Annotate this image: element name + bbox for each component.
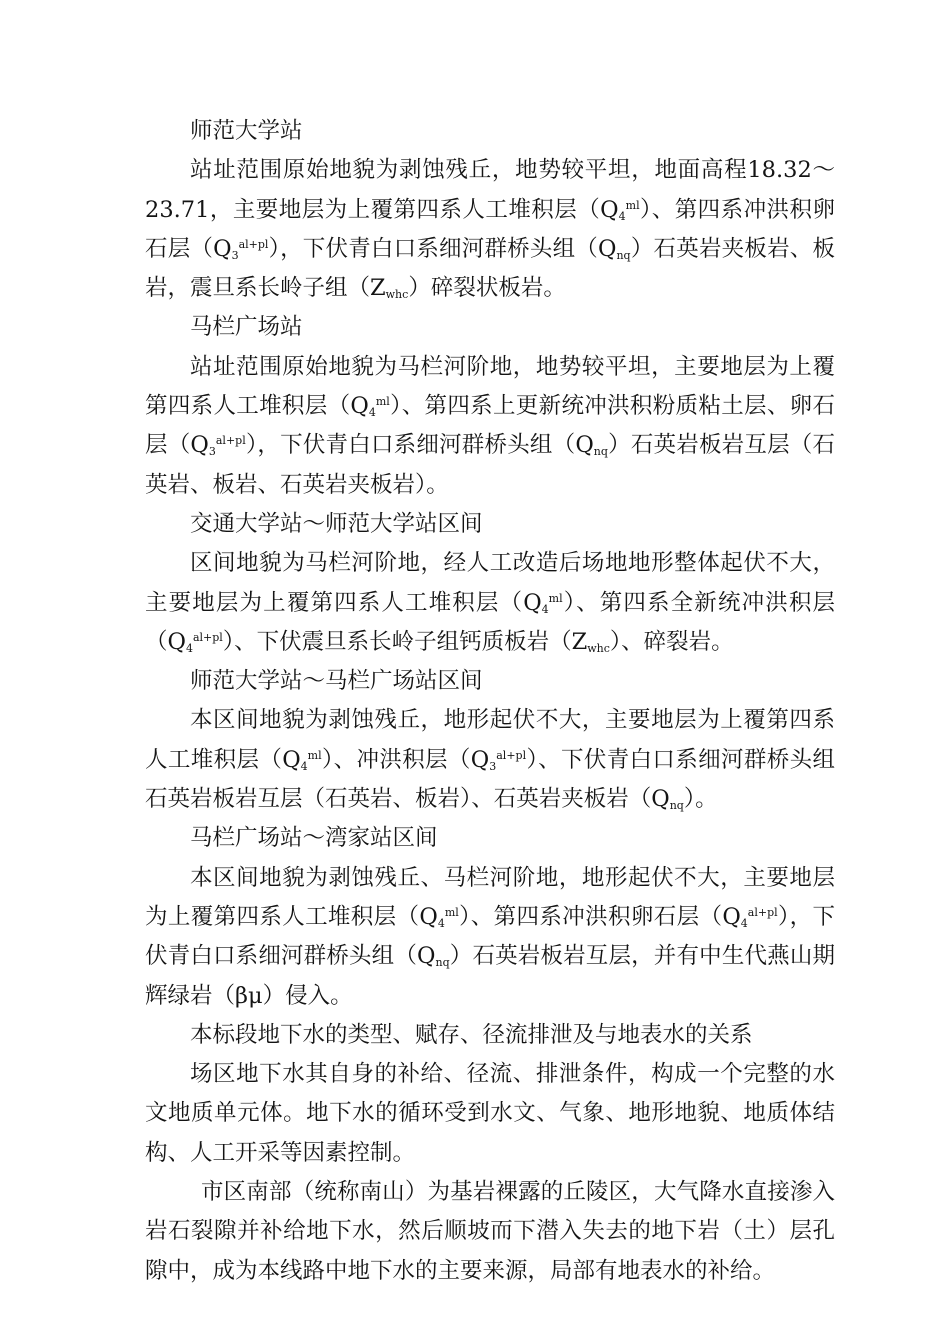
subscript: 4 bbox=[437, 916, 445, 930]
subscript: 3 bbox=[208, 445, 216, 459]
subscript: whc bbox=[587, 641, 610, 655]
subscript: 3 bbox=[489, 759, 497, 773]
subscript: nq bbox=[435, 956, 450, 970]
section-paragraph bbox=[145, 701, 835, 819]
subscript: 4 bbox=[740, 916, 748, 930]
superscript: al+pl bbox=[215, 434, 246, 448]
superscript: al+pl bbox=[496, 748, 527, 762]
text-run: 区间地貌为马栏河阶地，经人工改造后场地地形整体起伏不大，主要地层为上覆第四系人工堆积层（Q bbox=[145, 550, 835, 616]
text-run: ）石英岩板岩互层，并有中生代燕山期辉绿岩（βμ）侵入。 bbox=[145, 943, 835, 1009]
subscript: nq bbox=[593, 445, 608, 459]
subscript: nq bbox=[669, 799, 684, 813]
subscript: 4 bbox=[541, 602, 549, 616]
text-run: ）、第四系上更新统冲洪积粉质粘土层、卵石层（Q bbox=[145, 393, 835, 459]
document-page bbox=[145, 112, 835, 1291]
superscript: al+pl bbox=[192, 630, 223, 644]
section-paragraph bbox=[145, 348, 835, 505]
text-run: 本区间地貌为剥蚀残丘，地形起伏不大，主要地层为上覆第四系人工堆积层（Q bbox=[145, 707, 835, 773]
superscript: ml bbox=[307, 748, 322, 762]
text-run: ）。 bbox=[683, 786, 718, 813]
text-run: ），下伏青白口系细河群桥头组（Q bbox=[145, 903, 835, 970]
text-run: ）、下伏震旦系长岭子组钙质板岩（Z bbox=[222, 628, 588, 655]
superscript: al+pl bbox=[238, 237, 269, 251]
text-run: ），下伏青白口系细河群桥头组（Q bbox=[245, 432, 594, 459]
text-run: ）、第四系全新统冲洪积层（Q bbox=[145, 589, 835, 655]
subscript: whc bbox=[385, 288, 409, 302]
section-heading: 马栏广场站 bbox=[190, 314, 303, 341]
text-run: ）碎裂状板岩。 bbox=[408, 275, 566, 302]
section-heading: 师范大学站～马栏广场站区间 bbox=[190, 668, 483, 695]
section-paragraph: 市区南部（统称南山）为基岩裸露的丘陵区，大气降水直接渗入岩石裂隙并补给地下水，然后顺坡而下潜入失去的地下岩（土）层孔隙中，成为本线路中地下水的主要来源，局部有地表水的补给。 bbox=[145, 1179, 835, 1284]
text-run: ）、冲洪积层（Q bbox=[321, 746, 490, 773]
section-heading: 交通大学站～师范大学站区间 bbox=[190, 510, 483, 537]
section-paragraph bbox=[145, 544, 835, 662]
section-heading: 师范大学站 bbox=[190, 118, 303, 144]
text-run: ）、第四系冲洪积卵石层（Q bbox=[145, 196, 835, 262]
subscript: 4 bbox=[368, 406, 376, 420]
section-heading: 马栏广场站～湾家站区间 bbox=[190, 825, 438, 852]
text-run: ）、下伏青白口系细河群桥头组石英岩板岩互层（石英岩、板岩）、石英岩夹板岩（Q bbox=[145, 746, 835, 813]
text-run: 站址范围原始地貌为剥蚀残丘，地势较平坦，地面高程18.32～23.71，主要地层为上覆第四系人工堆积层（Q bbox=[145, 157, 835, 223]
section-paragraph: 场区地下水其自身的补给、径流、排泄条件，构成一个完整的水文地质单元体。地下水的循环受到水文、气象、地形地貌、地质体结构、人工开采等因素控制。 bbox=[145, 1061, 835, 1166]
text-run: 本区间地貌为剥蚀残丘、马栏河阶地，地形起伏不大，主要地层为上覆第四系人工堆积层（Q bbox=[145, 864, 835, 930]
subscript: 3 bbox=[231, 248, 239, 262]
subscript: 4 bbox=[618, 209, 626, 223]
text-run: ）、第四系冲洪积卵石层（Q bbox=[458, 903, 741, 930]
section-paragraph bbox=[145, 859, 835, 1016]
subscript: 4 bbox=[300, 759, 308, 773]
text-run: ）石英岩板岩互层（石英岩、板岩、石英岩夹板岩）。 bbox=[145, 432, 835, 498]
subscript: nq bbox=[616, 248, 631, 262]
section-paragraph bbox=[145, 151, 835, 308]
superscript: ml bbox=[444, 905, 459, 919]
superscript: ml bbox=[625, 198, 640, 212]
superscript: ml bbox=[375, 395, 390, 409]
section-heading: 本标段地下水的类型、赋存、径流排泄及与地表水的关系 bbox=[190, 1021, 753, 1048]
text-run: ）石英岩夹板岩、板岩，震旦系长岭子组（Z bbox=[145, 235, 835, 302]
superscript: ml bbox=[548, 591, 563, 605]
text-run: 站址范围原始地貌为马栏河阶地，地势较平坦，主要地层为上覆第四系人工堆积层（Q bbox=[145, 353, 835, 420]
text-run: ）、碎裂岩。 bbox=[609, 628, 734, 655]
superscript: al+pl bbox=[747, 905, 778, 919]
subscript: 4 bbox=[185, 641, 193, 655]
text-run: ），下伏青白口系细河群桥头组（Q bbox=[268, 235, 617, 262]
